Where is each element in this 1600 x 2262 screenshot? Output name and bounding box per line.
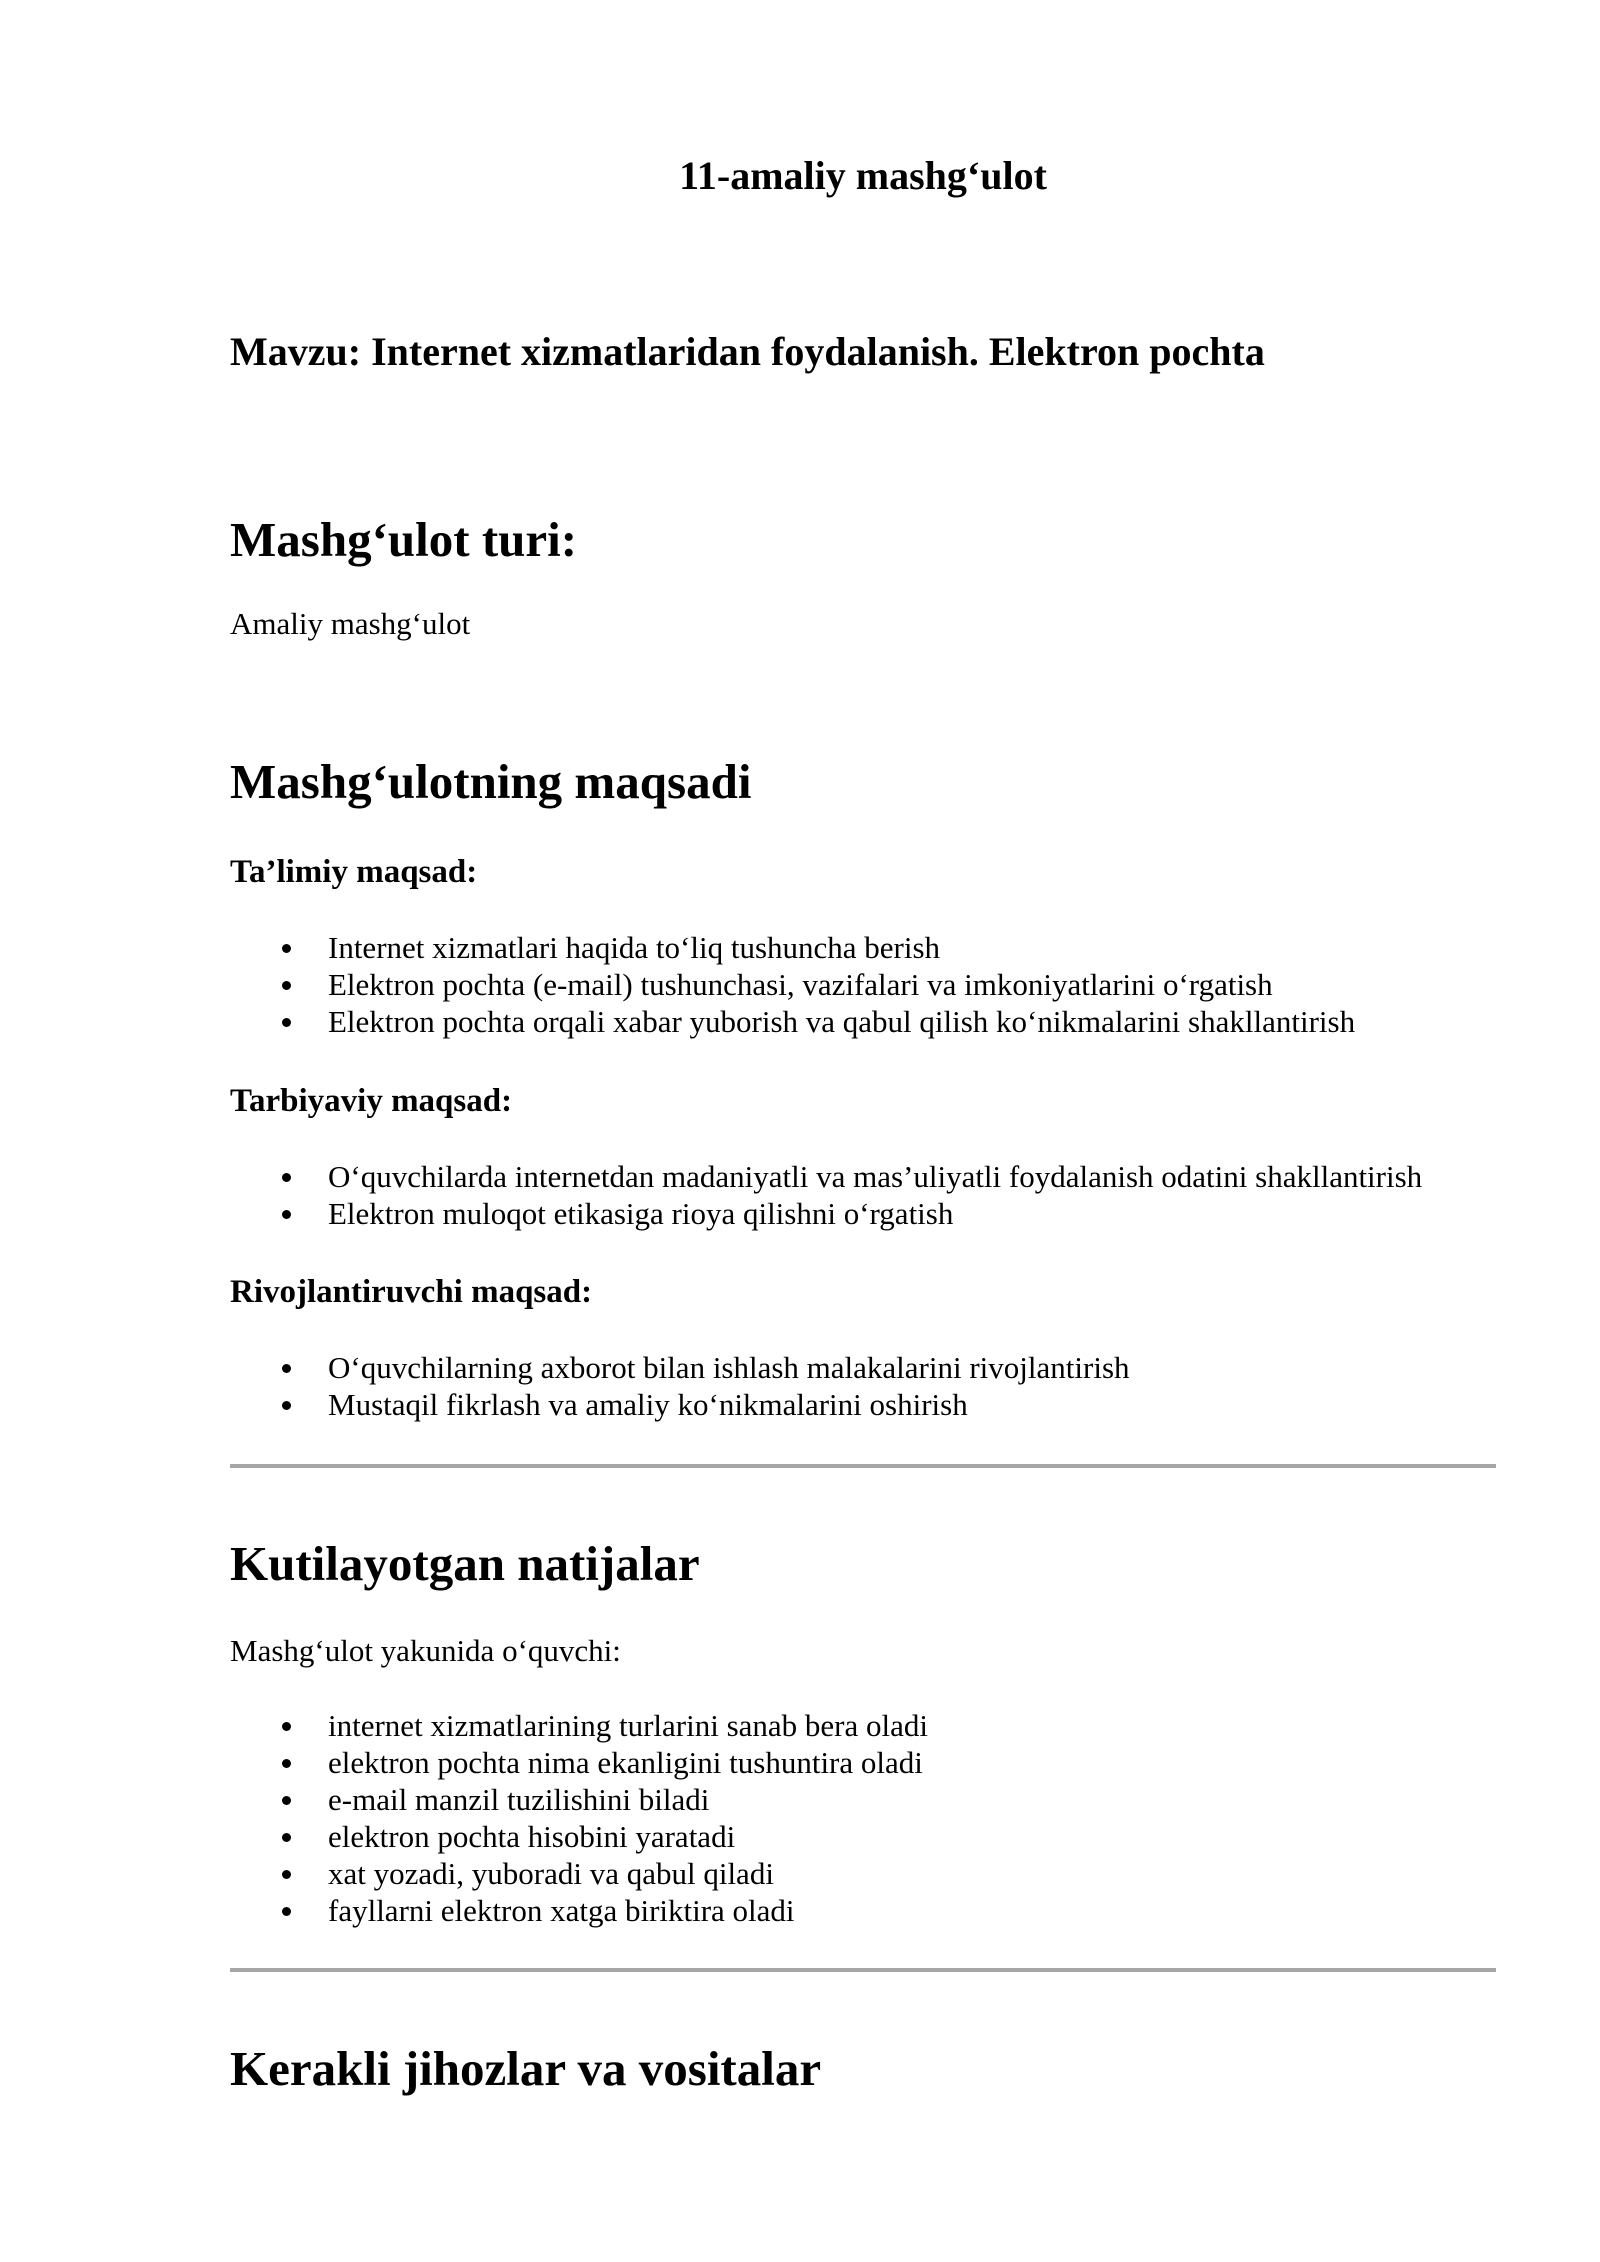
results-heading: Kutilayotgan natijalar bbox=[230, 1536, 700, 1591]
goals-heading: Mashg‘ulotning maqsadi bbox=[230, 754, 752, 809]
list-item-text: internet xizmatlarining turlarini sanab bera oladi bbox=[328, 1708, 928, 1743]
list-item bbox=[230, 966, 1355, 1003]
lesson-type-heading: Mashg‘ulot turi: bbox=[230, 512, 578, 567]
list-item bbox=[230, 1003, 1355, 1040]
list-item bbox=[230, 1892, 928, 1929]
list-item-text: Elektron pochta orqali xabar yuborish va qabul qilish ko‘nikmalarini shakllantirish bbox=[328, 1004, 1356, 1039]
bullet-icon bbox=[282, 1796, 291, 1805]
bullet-icon bbox=[282, 1210, 291, 1219]
section-divider bbox=[230, 1968, 1496, 1972]
list-item-text: Internet xizmatlari haqida to‘liq tushuncha berish bbox=[328, 930, 941, 965]
lesson-type-text: Amaliy mashg‘ulot bbox=[230, 606, 471, 641]
bullet-icon bbox=[282, 944, 291, 953]
educational-goal-heading: Ta’limiy maqsad: bbox=[230, 854, 478, 890]
bullet-icon bbox=[282, 1401, 291, 1410]
list-item-text: elektron pochta nima ekanligini tushuntira oladi bbox=[328, 1745, 923, 1780]
bullet-icon bbox=[282, 1907, 291, 1916]
list-item bbox=[230, 929, 1355, 966]
list-item-text: O‘quvchilarning axborot bilan ishlash malakalarini rivojlantirish bbox=[328, 1350, 1130, 1385]
results-list bbox=[230, 1707, 928, 1929]
list-item bbox=[230, 1818, 928, 1855]
educational-goal-list bbox=[230, 929, 1355, 1040]
list-item bbox=[230, 1707, 928, 1744]
developmental-goal-heading: Rivojlantiruvchi maqsad: bbox=[230, 1274, 593, 1310]
bullet-icon bbox=[282, 1173, 291, 1182]
bullet-icon bbox=[282, 1833, 291, 1842]
bullet-icon bbox=[282, 1364, 291, 1373]
topic-line: Mavzu: Internet xizmatlaridan foydalanish. Elektron pochta bbox=[230, 329, 1265, 374]
list-item-text: fayllarni elektron xatga biriktira oladi bbox=[328, 1893, 795, 1928]
document-title: 11-amaliy mashg‘ulot bbox=[679, 153, 1047, 198]
list-item-text: e-mail manzil tuzilishini biladi bbox=[328, 1782, 710, 1817]
list-item bbox=[230, 1855, 928, 1892]
list-item bbox=[230, 1781, 928, 1818]
bullet-icon bbox=[282, 1870, 291, 1879]
list-item-text: xat yozadi, yuboradi va qabul qiladi bbox=[328, 1856, 774, 1891]
list-item bbox=[230, 1744, 928, 1781]
list-item bbox=[230, 1195, 1422, 1232]
section-divider bbox=[230, 1464, 1496, 1468]
list-item-text: Elektron muloqot etikasiga rioya qilishni o‘rgatish bbox=[328, 1196, 954, 1231]
list-item bbox=[230, 1386, 1130, 1423]
list-item-text: elektron pochta hisobini yaratadi bbox=[328, 1819, 736, 1854]
upbringing-goal-heading: Tarbiyaviy maqsad: bbox=[230, 1083, 513, 1119]
results-intro: Mashg‘ulot yakunida o‘quvchi: bbox=[230, 1633, 621, 1668]
bullet-icon bbox=[282, 1018, 291, 1027]
bullet-icon bbox=[282, 1759, 291, 1768]
list-item-text: O‘quvchilarda internetdan madaniyatli va mas’uliyatli foydalanish odatini shakllantirish bbox=[328, 1159, 1423, 1194]
bullet-icon bbox=[282, 981, 291, 990]
list-item bbox=[230, 1349, 1130, 1386]
equipment-heading: Kerakli jihozlar va vositalar bbox=[230, 2041, 822, 2096]
list-item bbox=[230, 1158, 1422, 1195]
upbringing-goal-list bbox=[230, 1158, 1422, 1232]
list-item-text: Elektron pochta (e-mail) tushunchasi, vazifalari va imkoniyatlarini o‘rgatish bbox=[328, 967, 1273, 1002]
bullet-icon bbox=[282, 1722, 291, 1731]
developmental-goal-list bbox=[230, 1349, 1130, 1423]
list-item-text: Mustaqil fikrlash va amaliy ko‘nikmalarini oshirish bbox=[328, 1387, 968, 1422]
